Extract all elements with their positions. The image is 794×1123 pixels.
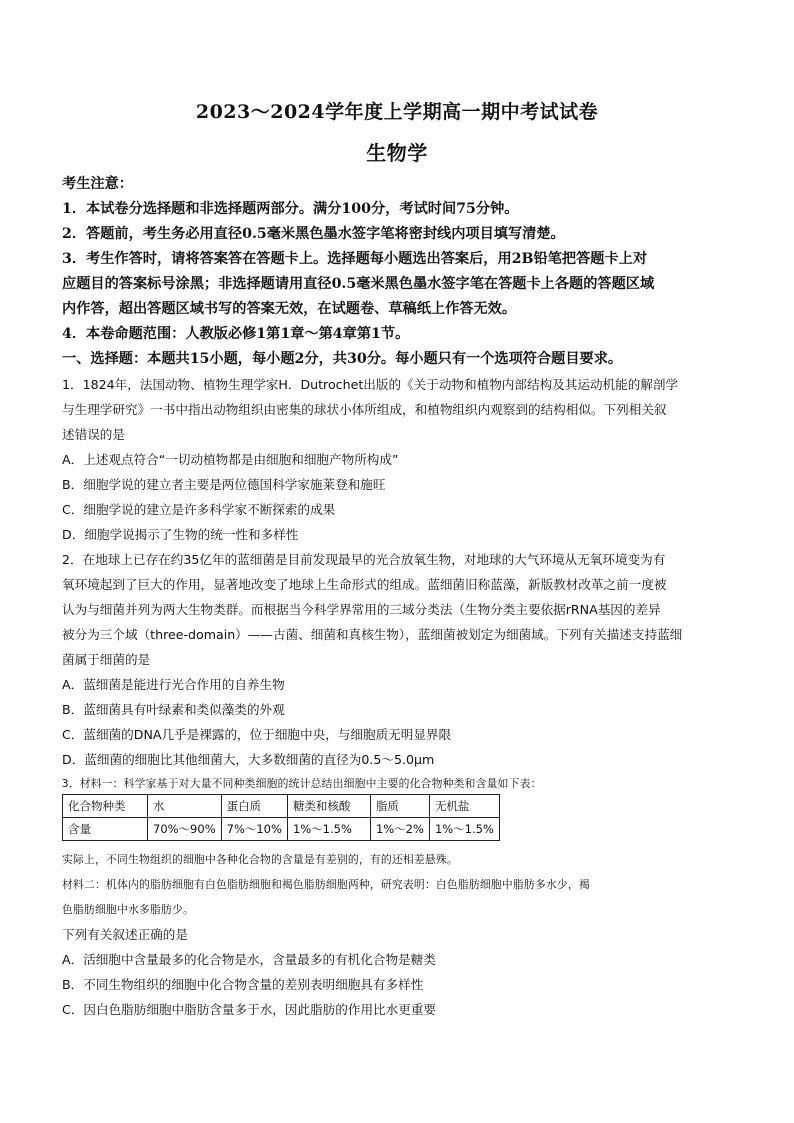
question-3-material-2: 材料二：机体内的脂肪细胞有白色脂肪细胞和褐色脂肪细胞两种，研究表明：白色脂肪细胞中脂肪多水少，褐 — [62, 878, 590, 891]
question-1-option-b: B．细胞学说的建立者主要是两位德国科学家施莱登和施旺 — [62, 477, 386, 492]
notice-heading: 考生注意： — [62, 176, 133, 192]
question-3-table-note: 实际上，不同生物组织的细胞中各种化合物的含量是有差别的，有的还相差悬殊。 — [62, 853, 458, 866]
question-1-option-c: C．细胞学说的建立是许多科学家不断探索的成果 — [62, 502, 336, 517]
notice-item: 应题目的答案标号涂黑；非选择题请用直径0.5毫米黑色墨水签字笔在答题卡上各题的答题区域 — [62, 276, 655, 292]
table-cell: 1%～1.5% — [429, 818, 499, 841]
question-2-option-d: D．蓝细菌的细胞比其他细菌大，大多数细菌的直径为0.5～5.0μm — [62, 752, 435, 767]
notice-item: 内作答，超出答题区域书写的答案无效，在试题卷、草稿纸上作答无效。 — [62, 301, 517, 317]
question-2-stem: 2．在地球上已存在约35亿年的蓝细菌是目前发现最早的光合放氧生物，对地球的大气环境从无氧环境变为有 — [62, 552, 666, 567]
question-2-option-a: A．蓝细菌是能进行光合作用的自养生物 — [62, 677, 285, 692]
table-cell: 含量 — [63, 818, 148, 841]
question-3-material-2: 色脂肪细胞中水多脂肪少。 — [62, 903, 194, 916]
exam-title: 2023～2024学年度上学期高一期中考试试卷 — [195, 101, 599, 123]
question-2-option-c: C．蓝细菌的DNA几乎是裸露的，位于细胞中央，与细胞质无明显界限 — [62, 727, 452, 742]
question-2-stem: 被分为三个域（three-domain）——古菌、细菌和真核生物），蓝细菌被划定为细菌域。下列有关描述支持蓝细 — [62, 627, 683, 642]
question-1-stem: 述错误的是 — [62, 427, 125, 442]
question-1-option-a: A．上述观点符合“一切动植物都是由细胞和细胞产物所构成” — [62, 452, 399, 467]
question-3-material-1: 3．材料一：科学家基于对大量不同种类细胞的统计总结出细胞中主要的化合物种类和含量如下表： — [62, 777, 542, 790]
table-cell: 70%～90% — [148, 818, 222, 841]
section-heading: 一、选择题：本题共15小题，每小题2分，共30分。每小题只有一个选项符合题目要求。 — [62, 351, 623, 367]
question-2-stem: 认为与细菌并列为两大生物类群。而根据当今科学界常用的三域分类法（生物分类主要依据rRNA基因的差异 — [62, 602, 661, 617]
table-cell: 1%～1.5% — [287, 818, 370, 841]
compound-content-table — [62, 794, 500, 841]
table-header-row — [63, 795, 500, 818]
question-2-option-b: B．蓝细菌具有叶绿素和类似藻类的外观 — [62, 702, 285, 717]
question-3-option-b: B．不同生物组织的细胞中化合物含量的差别表明细胞具有多样性 — [62, 977, 424, 992]
subject-title: 生物学 — [366, 141, 428, 165]
question-3-stem: 下列有关叙述正确的是 — [62, 927, 188, 942]
table-header-cell: 蛋白质 — [221, 795, 287, 818]
question-1-stem: 与生理学研究》一书中指出动物组织由密集的球状小体所组成，和植物组织内观察到的结构相似。下列相关叙 — [62, 402, 667, 417]
notice-item: 2．答题前，考生务必用直径0.5毫米黑色墨水签字笔将密封线内项目填写清楚。 — [62, 226, 565, 242]
question-2-stem: 菌属于细菌的是 — [62, 652, 151, 667]
table-cell: 1%～2% — [370, 818, 429, 841]
table-header-cell: 糖类和核酸 — [287, 795, 370, 818]
question-3-option-c: C．因白色脂肪细胞中脂肪含量多于水，因此脂肪的作用比水更重要 — [62, 1002, 437, 1017]
notice-item: 3．考生作答时，请将答案答在答题卡上。选择题每小题选出答案后，用2B铅笔把答题卡上对 — [62, 251, 648, 267]
question-1-option-d: D．细胞学说揭示了生物的统一性和多样性 — [62, 527, 299, 542]
question-1-stem: 1．1824年，法国动物、植物生理学家H．Dutrochet出版的《关于动物和植物内部结构及其运动机能的解剖学 — [62, 377, 679, 392]
question-2-stem: 氧环境起到了巨大的作用，显著地改变了地球上生命形式的组成。蓝细菌旧称蓝藻，新版教材改革之前一度被 — [62, 577, 667, 592]
table-header-cell: 脂质 — [370, 795, 429, 818]
table-row — [63, 818, 500, 841]
notice-item: 1．本试卷分选择题和非选择题两部分。满分100分，考试时间75分钟。 — [62, 201, 519, 217]
question-3-option-a: A．活细胞中含量最多的化合物是水，含量最多的有机化合物是糖类 — [62, 952, 436, 967]
table-header-cell: 无机盐 — [429, 795, 499, 818]
table-header-cell: 化合物种类 — [63, 795, 148, 818]
table-cell: 7%～10% — [221, 818, 287, 841]
notice-item: 4．本卷命题范围：人教版必修1第1章～第4章第1节。 — [62, 326, 410, 342]
table-header-cell: 水 — [148, 795, 222, 818]
